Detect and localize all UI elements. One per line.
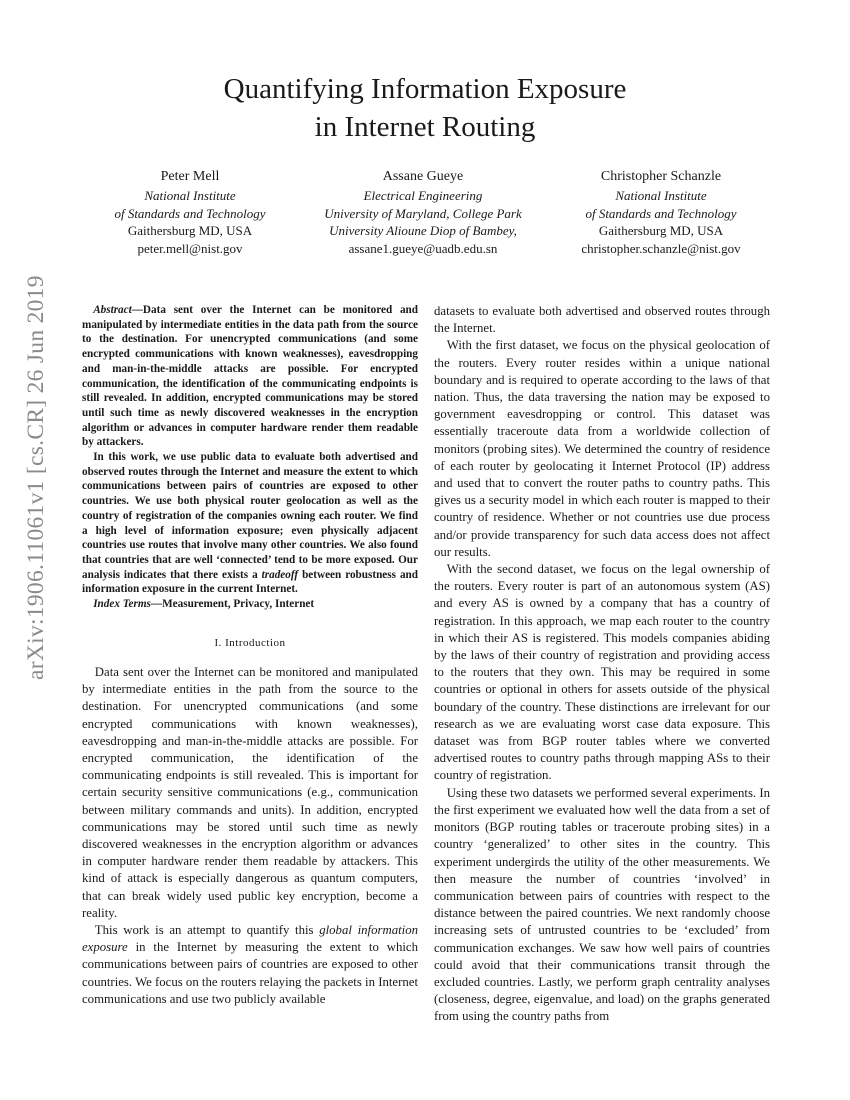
section-heading: I. Introduction — [214, 636, 286, 649]
right-paragraph-1: With the first dataset, we focus on the physical geolocation of the routers. Every router resides within a unique national boundary and is required to operate according to the laws of that nation. Thus, the data traversing the nation may be exposed to government eavesdropping or control. This dataset was essentially traceroute data from a worldwide collection of monitors (probing sites). We determined the country of residence of each router by geolocating it Internet Protocol (IP) address and used that to convert the router paths to country paths. This gives us a security model in which each router is mapped to their country of residence. Whether or not countries use due process and/or provide transparency for such data access does not affect our results. — [434, 338, 770, 559]
abstract-emphasis: tradeoff — [261, 568, 299, 581]
arxiv-stamp: arXiv:1906.11061v1 [cs.CR] 26 Jun 2019 — [23, 275, 49, 680]
author-affiliation: University of Maryland, College Park — [324, 205, 522, 221]
paper-title — [0, 70, 850, 146]
right-paragraph-0: datasets to evaluate both advertised and observed routes through the Internet. — [434, 304, 770, 336]
author-affiliation: National Institute — [144, 188, 236, 203]
abstract-paragraph-2: In this work, we use public data to evaluate both advertised and observed routes through the Internet and measure the extent to which communications between pairs of countries are exposed to other countries. We use both physical router geolocation as well as the country of registration of the companies owning each router. We find a high level of information exposure; even physically adjacent countries use routes that involve many other countries. We also found that countries that are well ‘connected’ tend to be more exposed. Our analysis indicates that there exists a — [82, 451, 418, 581]
author-email: christopher.schanzle@nist.gov — [581, 240, 741, 256]
author-affiliation: of Standards and Technology — [114, 205, 266, 221]
right-paragraph-3: Using these two datasets we performed several experiments. In the first experiment we evaluated how well the data from a set of monitors (BGP routing tables or traceroute probing sites) in a country ‘generalized’ to other sites in the country. This experiment undergirds the utility of the other measurements. We then measure the number of countries ‘involved’ in communication between pairs of countries with respect to the distance between the paired countries. We next randomly choose increasing sets of untrusted countries to be ‘excluded’ from communication exchanges. We saw how well pairs of countries could avoid that their communications transit through the excluded countries. Lastly, we perform graph centrality analyses (closeness, degree, eigenvalue, and load) on the graphs generated from using the country paths from — [434, 785, 770, 1024]
left-column — [82, 303, 418, 1008]
author-affiliation: Electrical Engineering — [363, 188, 483, 203]
intro-paragraph-1: Data sent over the Internet can be monitored and manipulated by intermediate entities in the path from the source to the destination. For unencrypted communications (and some encrypted communications with known weaknesses), eavesdropping and man-in-the-middle attacks are possible. For encrypted communication, the identification of the communicating endpoints is still revealed. This is important for certain security sensitive communications (e.g., communication between military commands and units). In addition, encrypted communications may be stored until such time as newly discovered weaknesses in the encryption algorithm or advances in computer hardware render them readable by attackers. This kind of attack is especially dangerous as quantum computers, that can break widely used public key encryption, become a reality. — [82, 664, 418, 920]
abstract-label: Abstract — [93, 304, 132, 316]
title-line-2: in Internet Routing — [314, 111, 536, 143]
author-name: Peter Mell — [160, 169, 220, 184]
intro-emphasis: global information exposure — [82, 923, 419, 955]
index-terms-label: Index Terms — [93, 598, 151, 611]
right-paragraph-2: With the second dataset, we focus on the legal ownership of the routers. Every router is part of an autonomous system (AS) and every AS is owned by a company that has a country of registration. In this approach, we map each router to the country in which their AS is registered. This models companies abiding by the laws of their country of registration and providing access to the routers that they own. This may be required in some countries or optional in others for assets outside of the physical boundary of the country. These distinctions are irrelevant for our research as we are evaluating worst case data exposure. This dataset was from BGP router tables where we converted advertised routes to country paths through mapping ASs to their country of registration. — [434, 562, 770, 783]
author-name: Christopher Schanzle — [600, 169, 722, 184]
index-terms: —Measurement, Privacy, Internet — [150, 598, 315, 611]
title-line-1: Quantifying Information Exposure — [223, 73, 627, 105]
abstract-paragraph-1: —Data sent over the Internet can be monitored and manipulated by intermediate entities in the data path from the source to the destination. For unencrypted communications (and some encrypted communications with known weaknesses), eavesdropping and man-in-the-middle attacks are possible. For encrypted communication, the identification of the communicating endpoints is still revealed. In addition, encrypted communications may be stored until such time as newly discovered weaknesses in the encryption algorithm or advances in computer hardware render them readable by attackers. — [82, 304, 418, 449]
author-location: Gaithersburg MD, USA — [127, 223, 253, 238]
abstract-paragraph-2-end: between robustness and information exposure in the current Internet. — [82, 568, 418, 596]
author-1 — [90, 167, 290, 257]
intro-paragraph-2-end: in the Internet by measuring the extent to which communications between pairs of countries are exposed to other countries. We focus on the routers relaying the packets in Internet communications and use two publicly available — [82, 940, 418, 1006]
author-affiliation: of Standards and Technology — [585, 205, 737, 221]
abstract — [82, 303, 418, 612]
author-name: Assane Gueye — [382, 169, 464, 184]
author-2 — [310, 167, 536, 257]
author-affiliation: National Institute — [615, 188, 707, 203]
right-column — [434, 303, 770, 1026]
author-location: Gaithersburg MD, USA — [598, 223, 724, 238]
author-email: assane1.gueye@uadb.edu.sn — [348, 240, 498, 256]
author-3 — [556, 167, 766, 257]
intro-paragraph-2: This work is an attempt to quantify this — [94, 923, 320, 938]
author-location: University Alioune Diop of Bambey, — [329, 223, 517, 238]
author-email: peter.mell@nist.gov — [137, 240, 243, 256]
